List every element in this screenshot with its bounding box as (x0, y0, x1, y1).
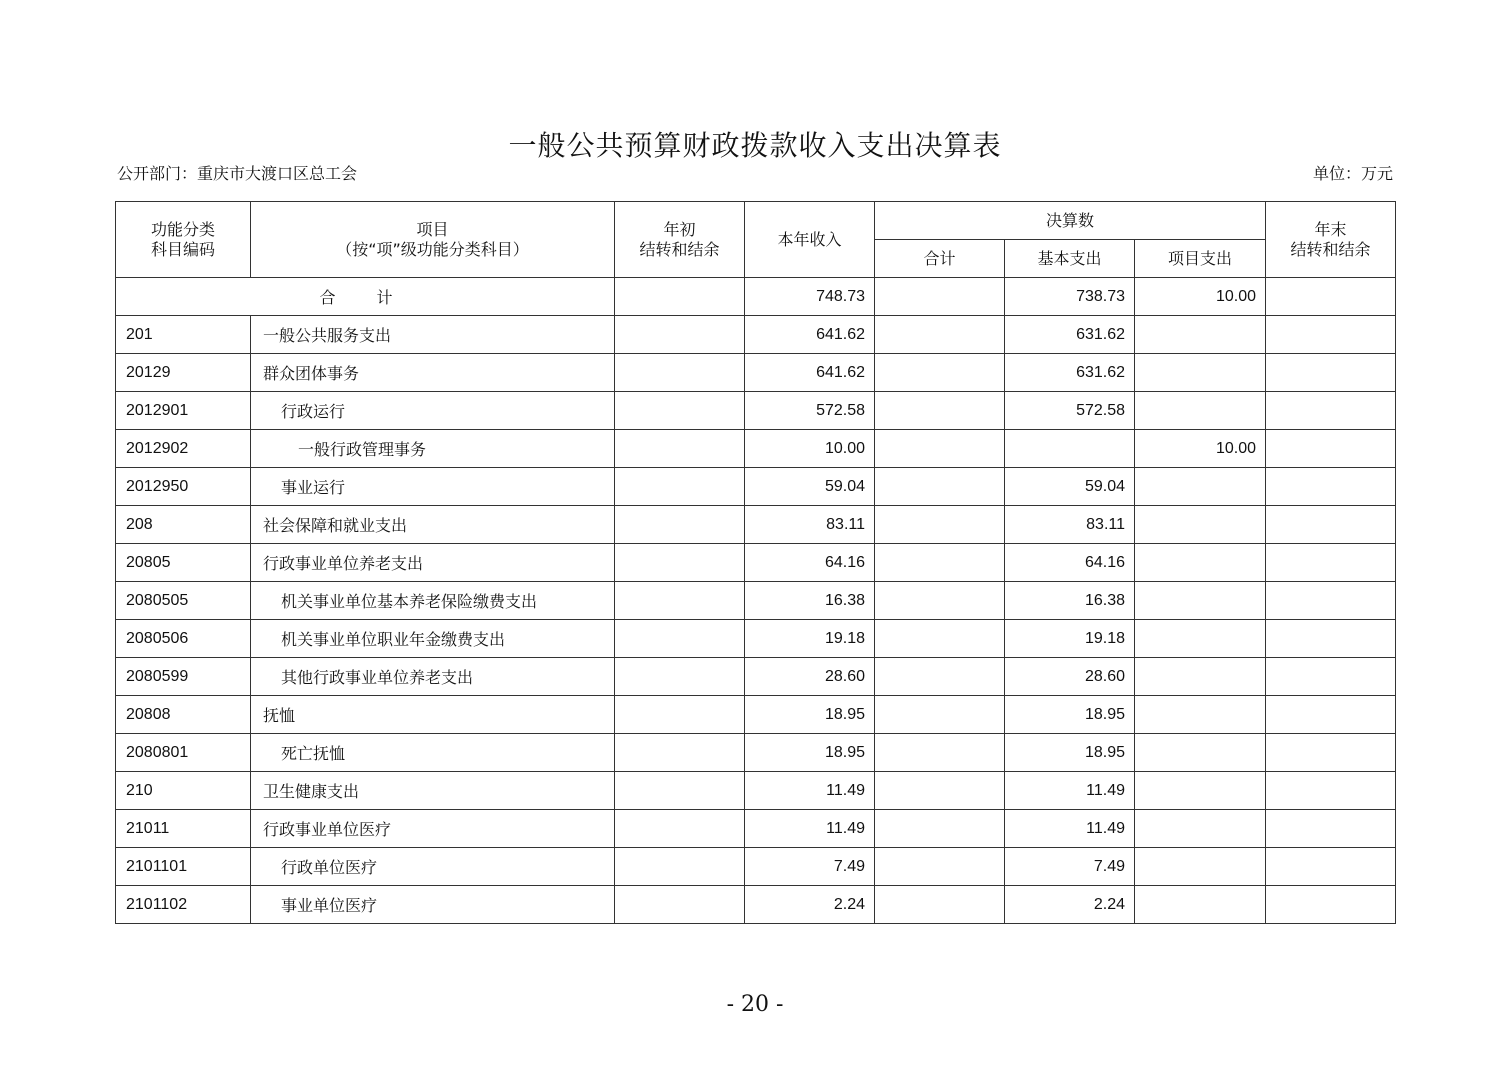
row-project (1135, 354, 1266, 392)
row-end (1266, 810, 1396, 848)
row-begin (615, 354, 745, 392)
row-code: 2012950 (116, 468, 251, 506)
row-begin (615, 772, 745, 810)
row-total (875, 430, 1005, 468)
row-project (1135, 506, 1266, 544)
row-project (1135, 810, 1266, 848)
header-begin-line1: 年初 (663, 219, 696, 239)
row-begin (615, 734, 745, 772)
row-begin (615, 316, 745, 354)
row-total (875, 544, 1005, 582)
table-row (116, 734, 1396, 772)
table-row (116, 354, 1396, 392)
header-item-line1: 项目 (416, 219, 449, 239)
total-total (875, 278, 1005, 316)
row-code: 20808 (116, 696, 251, 734)
row-project (1135, 734, 1266, 772)
row-income: 64.16 (745, 544, 875, 582)
row-begin (615, 468, 745, 506)
row-basic: 631.62 (1005, 354, 1135, 392)
row-begin (615, 696, 745, 734)
header-basic: 基本支出 (1005, 240, 1135, 278)
row-income: 59.04 (745, 468, 875, 506)
row-total (875, 848, 1005, 886)
row-project (1135, 582, 1266, 620)
table-row (116, 544, 1396, 582)
row-code: 20805 (116, 544, 251, 582)
header-code-line2: 科目编码 (150, 239, 215, 259)
row-income: 7.49 (745, 848, 875, 886)
row-project (1135, 658, 1266, 696)
row-project (1135, 848, 1266, 886)
header-item-line2: （按“项”级功能分类科目） (336, 239, 529, 259)
row-project (1135, 316, 1266, 354)
row-begin (615, 848, 745, 886)
row-basic: 19.18 (1005, 620, 1135, 658)
row-code: 21011 (116, 810, 251, 848)
row-end (1266, 316, 1396, 354)
row-code: 208 (116, 506, 251, 544)
row-total (875, 620, 1005, 658)
row-begin (615, 544, 745, 582)
table-row (116, 658, 1396, 696)
row-basic: 572.58 (1005, 392, 1135, 430)
row-basic: 28.60 (1005, 658, 1135, 696)
page-number: - 20 - (726, 992, 784, 1017)
budget-table (115, 201, 1396, 924)
table-row (116, 886, 1396, 924)
table-row (116, 316, 1396, 354)
row-total (875, 354, 1005, 392)
row-total (875, 468, 1005, 506)
header-income: 本年收入 (745, 202, 875, 278)
table-row (116, 582, 1396, 620)
row-end (1266, 392, 1396, 430)
row-name: 卫生健康支出 (251, 772, 615, 810)
row-basic: 11.49 (1005, 772, 1135, 810)
row-end (1266, 468, 1396, 506)
table-row (116, 810, 1396, 848)
row-code: 210 (116, 772, 251, 810)
row-project (1135, 620, 1266, 658)
row-name: 机关事业单位职业年金缴费支出 (251, 620, 615, 658)
header-end-balance (1266, 202, 1396, 278)
row-name: 事业运行 (251, 468, 615, 506)
row-name: 行政事业单位医疗 (251, 810, 615, 848)
row-project (1135, 468, 1266, 506)
total-label: 合 计 (116, 278, 615, 316)
row-code: 2101102 (116, 886, 251, 924)
row-income: 16.38 (745, 582, 875, 620)
header-code-line1: 功能分类 (150, 219, 215, 239)
row-code: 2012901 (116, 392, 251, 430)
total-row (116, 278, 1396, 316)
row-project (1135, 544, 1266, 582)
row-name: 行政运行 (251, 392, 615, 430)
row-name: 社会保障和就业支出 (251, 506, 615, 544)
table-row (116, 430, 1396, 468)
row-total (875, 734, 1005, 772)
row-income: 11.49 (745, 810, 875, 848)
row-end (1266, 354, 1396, 392)
row-code: 2012902 (116, 430, 251, 468)
row-basic: 59.04 (1005, 468, 1135, 506)
header-total: 合计 (875, 240, 1005, 278)
row-total (875, 316, 1005, 354)
table-row (116, 772, 1396, 810)
row-basic: 11.49 (1005, 810, 1135, 848)
row-income: 11.49 (745, 772, 875, 810)
header-final: 决算数 (875, 202, 1266, 240)
row-project (1135, 696, 1266, 734)
row-total (875, 506, 1005, 544)
row-total (875, 886, 1005, 924)
row-income: 2.24 (745, 886, 875, 924)
row-basic: 18.95 (1005, 734, 1135, 772)
header-begin-balance (615, 202, 745, 278)
header-project: 项目支出 (1135, 240, 1266, 278)
row-name: 一般行政管理事务 (251, 430, 615, 468)
row-end (1266, 734, 1396, 772)
table-row (116, 696, 1396, 734)
row-end (1266, 886, 1396, 924)
row-income: 641.62 (745, 354, 875, 392)
row-income: 83.11 (745, 506, 875, 544)
table-row (116, 392, 1396, 430)
row-end (1266, 620, 1396, 658)
header-code (116, 202, 251, 278)
row-begin (615, 506, 745, 544)
row-name: 死亡抚恤 (251, 734, 615, 772)
header-end-line1: 年末 (1314, 219, 1347, 239)
row-income: 572.58 (745, 392, 875, 430)
row-total (875, 658, 1005, 696)
table-row (116, 620, 1396, 658)
row-name: 行政事业单位养老支出 (251, 544, 615, 582)
row-begin (615, 392, 745, 430)
row-begin (615, 430, 745, 468)
row-basic: 2.24 (1005, 886, 1135, 924)
row-end (1266, 544, 1396, 582)
row-end (1266, 772, 1396, 810)
row-begin (615, 620, 745, 658)
total-basic: 738.73 (1005, 278, 1135, 316)
row-name: 抚恤 (251, 696, 615, 734)
total-project: 10.00 (1135, 278, 1266, 316)
row-total (875, 772, 1005, 810)
row-name: 机关事业单位基本养老保险缴费支出 (251, 582, 615, 620)
row-end (1266, 582, 1396, 620)
row-income: 19.18 (745, 620, 875, 658)
row-end (1266, 658, 1396, 696)
row-name: 事业单位医疗 (251, 886, 615, 924)
row-end (1266, 848, 1396, 886)
row-end (1266, 506, 1396, 544)
row-project (1135, 392, 1266, 430)
row-basic: 7.49 (1005, 848, 1135, 886)
total-income: 748.73 (745, 278, 875, 316)
header-end-line2: 结转和结余 (1290, 239, 1371, 259)
row-name: 群众团体事务 (251, 354, 615, 392)
row-project: 10.00 (1135, 430, 1266, 468)
row-income: 10.00 (745, 430, 875, 468)
row-project (1135, 772, 1266, 810)
table-row (116, 468, 1396, 506)
row-code: 2080599 (116, 658, 251, 696)
row-income: 641.62 (745, 316, 875, 354)
page-title: 一般公共预算财政拨款收入支出决算表 (508, 129, 1002, 162)
row-code: 2080801 (116, 734, 251, 772)
row-income: 18.95 (745, 696, 875, 734)
row-basic: 18.95 (1005, 696, 1135, 734)
table-row (116, 848, 1396, 886)
row-total (875, 392, 1005, 430)
row-end (1266, 430, 1396, 468)
row-basic (1005, 430, 1135, 468)
table-row (116, 506, 1396, 544)
row-name: 一般公共服务支出 (251, 316, 615, 354)
row-project (1135, 886, 1266, 924)
row-code: 2080505 (116, 582, 251, 620)
department-label: 公开部门：重庆市大渡口区总工会 (117, 164, 358, 183)
row-code: 2101101 (116, 848, 251, 886)
row-begin (615, 658, 745, 696)
row-code: 2080506 (116, 620, 251, 658)
row-total (875, 582, 1005, 620)
row-code: 20129 (116, 354, 251, 392)
row-begin (615, 886, 745, 924)
row-name: 行政单位医疗 (251, 848, 615, 886)
row-code: 201 (116, 316, 251, 354)
row-total (875, 696, 1005, 734)
row-basic: 64.16 (1005, 544, 1135, 582)
row-basic: 83.11 (1005, 506, 1135, 544)
row-begin (615, 582, 745, 620)
row-name: 其他行政事业单位养老支出 (251, 658, 615, 696)
row-basic: 16.38 (1005, 582, 1135, 620)
row-income: 28.60 (745, 658, 875, 696)
row-total (875, 810, 1005, 848)
header-item (251, 202, 615, 278)
header-begin-line2: 结转和结余 (639, 239, 720, 259)
unit-label: 单位：万元 (1312, 164, 1393, 183)
row-end (1266, 696, 1396, 734)
total-end (1266, 278, 1396, 316)
total-begin (615, 278, 745, 316)
row-begin (615, 810, 745, 848)
row-basic: 631.62 (1005, 316, 1135, 354)
row-income: 18.95 (745, 734, 875, 772)
